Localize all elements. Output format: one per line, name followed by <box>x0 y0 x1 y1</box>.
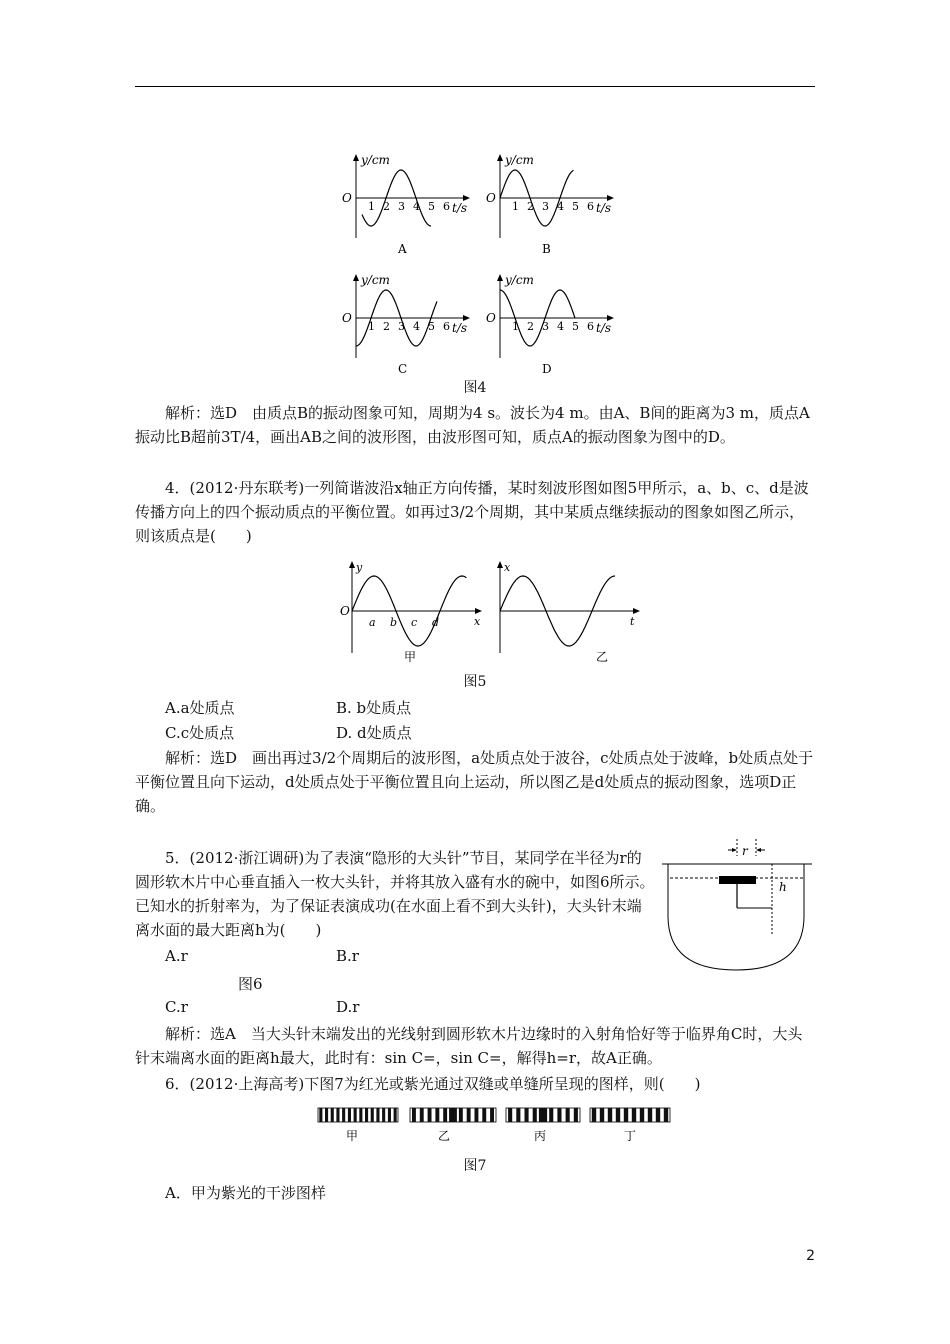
fringe-1-bar <box>371 1108 374 1122</box>
fig5-right-x-arrow <box>633 608 640 614</box>
fig5-left-y-arrow <box>349 561 355 568</box>
fig4-a-tick-4: 4 <box>413 200 420 213</box>
fringe-1-bar <box>359 1108 362 1122</box>
fringe-3-bar <box>574 1108 578 1122</box>
fringe-1-bar <box>376 1108 379 1122</box>
q5-solution: 解析：选A 当大头针末端发出的光线射到圆形软木片边缘时的入射角恰好等于临界角C时，大头针末端离水面的距离h最大，此时有：sin C=，sin C=，解得h=r，故A正确。 <box>135 1025 803 1067</box>
fringe-2-bar <box>428 1108 432 1122</box>
fringe-4-bar <box>600 1108 604 1122</box>
fig4-d-tick-4: 4 <box>557 320 564 333</box>
fig5-left-x-arrow <box>475 608 482 614</box>
q5-stem: 5．(2012·浙江调研)为了表演“隐形的大头针”节目，某同学在半径为r的圆形软木片中心垂直插入一枚大头针，并将其放入盛有水的碗中，如图6所示。已知水的折射率为，为了保证表演成功(在水面上看不到大头针)，大头针末端离水面的最大距离h为( ) <box>135 849 655 939</box>
fringe-1-bar <box>382 1108 385 1122</box>
fig4-d-label: D <box>542 362 552 376</box>
q6-stem: 6．(2012·上海高考)下图7为红光或紫光通过双缝或单缝所呈现的图样，则( ) <box>165 1075 701 1093</box>
fig5-left-xlabel: x <box>474 615 481 628</box>
fringe-2-bar <box>420 1108 424 1122</box>
fig7-label-1: 甲 <box>346 1129 359 1143</box>
fig5-point-d: d <box>432 616 440 629</box>
fig4-d-tick-1: 1 <box>512 320 519 333</box>
fringe-2-bar <box>459 1108 463 1122</box>
fig4-a-y-arrow <box>353 154 359 161</box>
fig4-c-label: C <box>398 362 408 376</box>
fringe-4-bar <box>592 1108 596 1122</box>
fig4-a-xlabel: t/s <box>452 201 468 215</box>
fig7-label-2: 乙 <box>438 1129 451 1143</box>
fig4-d-tick-2: 2 <box>527 320 534 333</box>
fig4-b-y-arrow <box>497 154 503 161</box>
fig4-b-tick-2: 2 <box>527 200 534 213</box>
fringe-1-bar <box>325 1108 328 1122</box>
fringe-1-bar <box>365 1108 368 1122</box>
fringe-1-bar <box>331 1108 334 1122</box>
fig4-c-origin: O <box>342 311 352 325</box>
fringe-1-bar <box>354 1108 357 1122</box>
fig5-point-a: a <box>369 616 376 629</box>
fig4-d-tick-6: 6 <box>587 320 594 333</box>
fringe-2-bar <box>449 1108 457 1122</box>
fig4-b-tick-4: 4 <box>557 200 564 213</box>
fig4-a-ylabel: y/cm <box>361 153 390 167</box>
figure-4 <box>0 0 950 380</box>
q5-option-a: A.r <box>165 947 188 965</box>
fringe-1-frame <box>318 1108 398 1122</box>
fig4-a-tick-5: 5 <box>428 200 435 213</box>
fig6-h-label: h <box>779 880 787 894</box>
fig4-d-y-arrow <box>497 274 503 281</box>
fringe-1-bar <box>394 1108 397 1122</box>
fig4-d-tick-5: 5 <box>572 320 579 333</box>
fringe-4-bar <box>624 1108 628 1122</box>
figure-5 <box>0 555 950 675</box>
fig4-c-tick-2: 2 <box>383 320 390 333</box>
q5-option-c: C.r <box>165 998 188 1016</box>
fringe-1-bar <box>348 1108 351 1122</box>
fringe-3-bar <box>508 1108 512 1122</box>
fig4-c-xlabel: t/s <box>452 321 468 335</box>
fig5-left-origin: O <box>340 604 350 618</box>
fringe-3-bar <box>533 1108 537 1122</box>
fig4-c-tick-4: 4 <box>413 320 420 333</box>
fig4-a-tick-3: 3 <box>398 200 405 213</box>
q3-solution: 解析：选D 由质点B的振动图象可知，周期为4 s。波长为4 m。由A、B间的距离为3 m，质点A振动比B超前3T/4，画出AB之间的波形图，由波形图可知，质点A的振动图象为图中的D。 <box>135 404 810 446</box>
fig5-left-ylabel: y <box>356 561 363 574</box>
fig4-d-tick-3: 3 <box>542 320 549 333</box>
fringe-2-bar <box>490 1108 494 1122</box>
figure-7-caption: 图7 <box>463 1158 487 1174</box>
q4-option-a: A.a处质点 <box>165 699 235 717</box>
fig4-d-xlabel: t/s <box>596 321 612 335</box>
fringe-1-bar <box>342 1108 345 1122</box>
fig4-b-label: B <box>542 242 551 256</box>
fig5-right-xlabel: t <box>630 615 635 628</box>
fringe-2-bar <box>412 1108 416 1122</box>
fig4-a-tick-2: 2 <box>383 200 390 213</box>
fringe-4-bar <box>664 1108 668 1122</box>
fig5-right-label: 乙 <box>596 650 609 664</box>
q4-solution: 解析：选D 画出再过3/2个周期后的波形图，a处质点处于波谷，c处质点处于波峰，b处质点处于平衡位置且向下运动，d处质点处于平衡位置且向上运动，所以图乙是d处质点的振动图象，选项D正确。 <box>135 749 814 815</box>
figure-5-caption: 图5 <box>463 674 487 690</box>
q6-option-a: A．甲为紫光的干涉图样 <box>165 1184 326 1202</box>
fringe-2-bar <box>467 1108 471 1122</box>
fig4-b-origin: O <box>486 191 496 205</box>
fringe-4-bar <box>648 1108 652 1122</box>
fig5-right-ylabel: x <box>504 561 511 574</box>
fringe-2-bar <box>482 1108 486 1122</box>
fig4-c-tick-3: 3 <box>398 320 405 333</box>
fringe-3-bar <box>516 1108 520 1122</box>
fig6-r-label: r <box>742 844 748 858</box>
q5-option-b: B.r <box>336 947 359 965</box>
fig4-c-tick-1: 1 <box>368 320 375 333</box>
fig5-point-c: c <box>411 616 418 629</box>
figure-4-caption: 图4 <box>463 380 487 396</box>
q4-option-d: D. d处质点 <box>336 724 412 742</box>
page-number: 2 <box>806 1248 815 1264</box>
q4-stem: 4．(2012·丹东联考)一列简谐波沿x轴正方向传播，某时刻波形图如图5甲所示，a、b、c、d是波传播方向上的四个振动质点的平衡位置。如再过3/2个周期，其中某质点继续振动的图象如图乙所示，则该质点是( ) <box>135 479 809 545</box>
fringe-3-bar <box>557 1108 561 1122</box>
fringe-4-bar <box>608 1108 612 1122</box>
fig4-b-tick-3: 3 <box>542 200 549 213</box>
fig4-b-ylabel: y/cm <box>505 153 534 167</box>
fringe-3-bar <box>549 1108 553 1122</box>
cork-disc <box>719 876 756 884</box>
fig4-c-y-arrow <box>353 274 359 281</box>
fig4-d-ylabel: y/cm <box>505 273 534 287</box>
fig4-a-tick-1: 1 <box>368 200 375 213</box>
fringe-1-bar <box>388 1108 391 1122</box>
fig7-label-4: 丁 <box>624 1129 637 1143</box>
fig4-a-tick-6: 6 <box>443 200 450 213</box>
fringe-4-bar <box>656 1108 660 1122</box>
fig4-d-origin: O <box>486 311 496 325</box>
fig4-b-xlabel: t/s <box>596 201 612 215</box>
fig4-a-origin: O <box>342 191 352 205</box>
fringe-2-bar <box>475 1108 479 1122</box>
fig4-b-tick-1: 1 <box>512 200 519 213</box>
fig4-c-tick-5: 5 <box>428 320 435 333</box>
figure-6 <box>662 836 822 976</box>
fig4-b-tick-5: 5 <box>572 200 579 213</box>
q5-option-d: D.r <box>336 998 360 1016</box>
fig4-c-tick-6: 6 <box>443 320 450 333</box>
fig4-c-ylabel: y/cm <box>361 273 390 287</box>
figure-6-caption: 图6 <box>238 975 263 993</box>
fig4-b-tick-6: 6 <box>587 200 594 213</box>
fringe-2-bar <box>435 1108 439 1122</box>
fringe-4-bar <box>616 1108 620 1122</box>
fig4-a-label: A <box>398 242 407 256</box>
fringe-3-bar <box>525 1108 529 1122</box>
q4-option-b: B. b处质点 <box>336 699 412 717</box>
fig5-left-label: 甲 <box>404 650 417 664</box>
q4-option-c: C.c处质点 <box>165 724 235 742</box>
fringe-3-bar <box>539 1108 547 1122</box>
fig5-point-b: b <box>390 616 398 629</box>
fig5-right-y-arrow <box>497 561 503 568</box>
fringe-1-bar <box>319 1108 322 1122</box>
fig7-label-3: 丙 <box>534 1129 547 1143</box>
fringe-2-bar <box>443 1108 447 1122</box>
figure-7 <box>0 1104 950 1150</box>
fringe-3-bar <box>566 1108 570 1122</box>
fringe-1-bar <box>336 1108 339 1122</box>
fringe-4-bar <box>640 1108 644 1122</box>
fringe-4-bar <box>632 1108 636 1122</box>
